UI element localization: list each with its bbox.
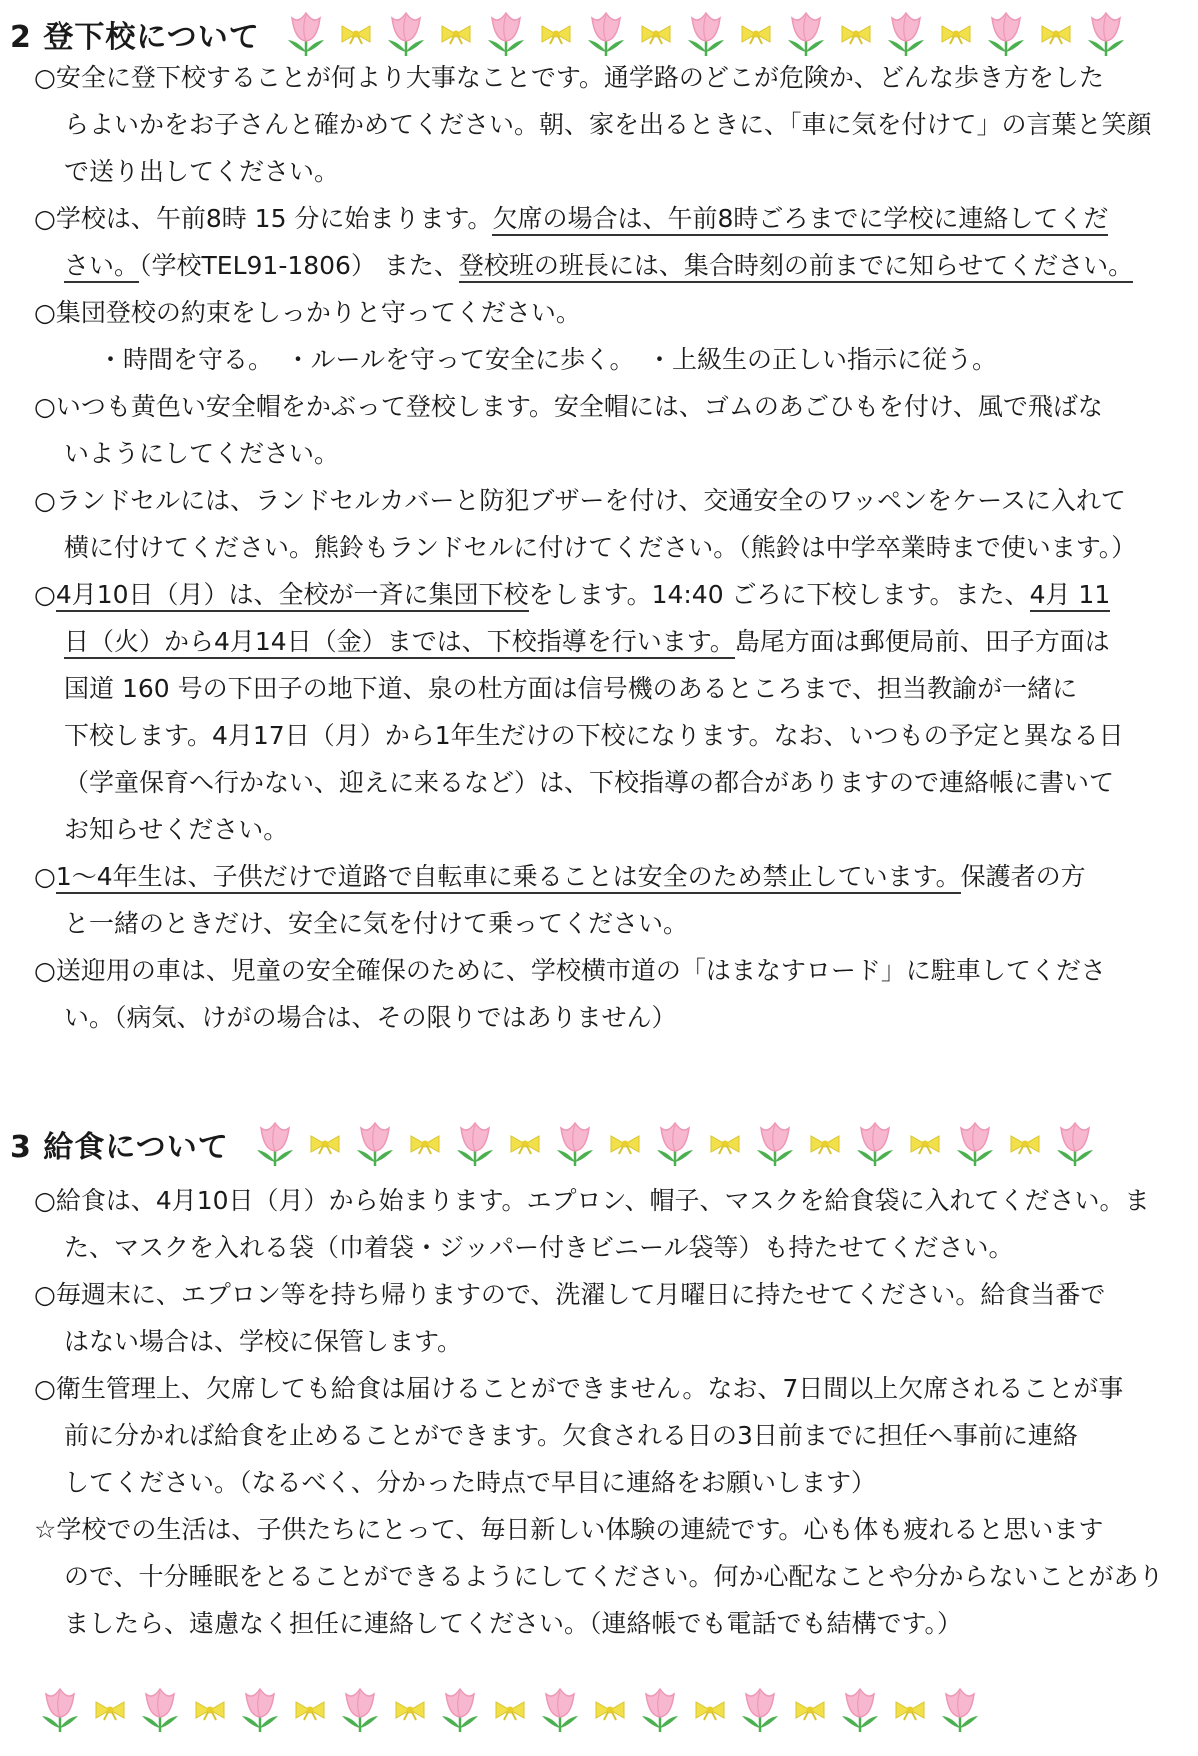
list-item-line: ☆学校での生活は、子供たちにとって、毎日新しい体験の連続です。心も体も疲れると思います [34,1515,1104,1544]
section-2-title: 2 登下校について [10,20,260,55]
list-item-line: ○衛生管理上、欠席しても給食は届けることができません。なお、7日間以上欠席されることが事 [34,1374,1124,1403]
bow-icon [738,22,774,46]
list-item-line: 下校します。4月17日（月）から1年生だけの下校になります。なお、いつもの予定と異なる日 [64,721,1124,750]
tulip-icon [434,1686,486,1734]
tulip-icon [634,1686,686,1734]
tulip-icon [280,10,332,58]
underlined-text: 4月10日（月）は、全校が一斉に集団下校 [56,580,529,612]
tulip-icon [649,1120,701,1168]
list-item-line: 前に分かれば給食を止めることができます。欠食される日の3日前までに担任へ事前に連絡 [64,1421,1078,1450]
bow-icon [592,1698,628,1722]
underlined-text: 登校班の班長には、集合時刻の前までに知らせてください。 [459,251,1133,283]
underlined-text: 1～4年生は、子供だけで道路で自転車に乗ることは安全のため禁止しています。 [56,862,961,894]
list-item-line: らよいかをお子さんと確かめてください。朝、家を出るときに、「車に気を付けて」の言葉と笑顔 [64,110,1152,139]
underlined-text: 日（火）から4月14日（金）までは、下校指導を行います。 [64,627,735,659]
bow-icon [707,1132,743,1156]
tulip-icon [734,1686,786,1734]
list-item-line: （学童保育へ行かない、迎えに来るなど）は、下校指導の都合がありますので連絡帳に書いて [64,768,1115,797]
list-item-line: と一緒のときだけ、安全に気を付けて乗ってください。 [64,909,689,938]
bow-icon [638,22,674,46]
list-item-line: ので、十分睡眠をとることができるようにしてください。何か心配なことや分からないことがあり [64,1562,1164,1591]
tulip-icon [680,10,732,58]
tulip-icon [780,10,832,58]
bow-icon [192,1698,228,1722]
list-item-line: い。（病気、けがの場合は、その限りではありません） [64,1003,677,1032]
tulip-icon [980,10,1032,58]
list-item-line: はない場合は、学校に保管します。 [64,1327,463,1356]
section-3-title: 3 給食について [10,1130,229,1165]
bow-icon [807,1132,843,1156]
tulip-icon [134,1686,186,1734]
tulip-icon [880,10,932,58]
tulip-icon [1049,1120,1101,1168]
tulip-icon [449,1120,501,1168]
bow-icon [938,22,974,46]
tulip-icon [949,1120,1001,1168]
underlined-text: さい。 [64,251,139,283]
bow-icon [392,1698,428,1722]
tulip-icon [934,1686,986,1734]
bow-icon [492,1698,528,1722]
list-item-line: ○送迎用の車は、児童の安全確保のために、学校横市道の「はまなすロード」に駐車してくださ [34,956,1106,985]
tulip-icon [349,1120,401,1168]
list-item-line: さい。（学校TEL91-1806） また、登校班の班長には、集合時刻の前までに知らせてください。 [34,242,1174,289]
list-item-line: してください。（なるべく、分かった時点で早目に連絡をお願いします） [64,1468,877,1497]
list-item-line: いようにしてください。 [64,439,340,468]
section-2-header [10,10,1132,58]
bow-icon [1007,1132,1043,1156]
bow-icon [838,22,874,46]
list-item-line: ましたら、遠慮なく担任に連絡してください。（連絡帳でも電話でも結構です。） [64,1609,963,1638]
bow-icon [407,1132,443,1156]
tulip-icon [249,1120,301,1168]
bow-icon [792,1698,828,1722]
footer-decoration [34,1680,986,1740]
bow-icon [438,22,474,46]
tulip-icon [849,1120,901,1168]
bow-icon [692,1698,728,1722]
tulip-icon [580,10,632,58]
tulip-icon [549,1120,601,1168]
section-3-decoration [249,1120,1101,1168]
bow-icon [892,1698,928,1722]
list-item-line: ○学校は、午前8時 15 分に始まります。欠席の場合は、午前8時ごろまでに学校に連絡してくだ [34,195,1174,242]
tulip-icon [834,1686,886,1734]
list-item-line: お知らせください。 [64,815,289,844]
tulip-icon [234,1686,286,1734]
list-item-line: ○安全に登下校することが何より大事なことです。通学路のどこが危険か、どんな歩き方をした [34,63,1104,92]
list-item-line: ○ランドセルには、ランドセルカバーと防犯ブザーを付け、交通安全のワッペンをケースに入れて [34,486,1126,515]
bow-icon [338,22,374,46]
list-item-line: ○集団登校の約束をしっかりと守ってください。 [34,298,581,327]
list-item-line: 国道 160 号の下田子の地下道、泉の杜方面は信号機のあるところまで、担当教諭が一緒に [64,674,1078,703]
list-item-line: ・時間を守る。 ・ルールを守って安全に歩く。 ・上級生の正しい指示に従う。 [98,345,998,374]
tulip-icon [1080,10,1132,58]
tulip-icon [534,1686,586,1734]
tulip-icon [34,1686,86,1734]
section-3-body [34,1177,1174,1647]
section-2-decoration [280,10,1132,58]
tulip-icon [480,10,532,58]
underlined-text: 4月 11 [1030,580,1111,612]
tulip-icon [380,10,432,58]
underlined-text: 欠席の場合は、午前8時ごろまでに学校に連絡してくだ [492,204,1108,236]
list-item-line: ○いつも黄色い安全帽をかぶって登校します。安全帽には、ゴムのあごひもを付け、風で飛ばな [34,392,1103,421]
list-item-line: ○1～4年生は、子供だけで道路で自転車に乗ることは安全のため禁止しています。保護者の方 [34,853,1174,900]
bow-icon [538,22,574,46]
tulip-icon [334,1686,386,1734]
list-item-line: ○給食は、4月10日（月）から始まります。エプロン、帽子、マスクを給食袋に入れてください。ま [34,1186,1150,1215]
bow-icon [907,1132,943,1156]
bow-icon [292,1698,328,1722]
tulip-icon [749,1120,801,1168]
list-item-line: た、マスクを入れる袋（巾着袋・ジッパー付きビニール袋等）も持たせてください。 [64,1233,1014,1262]
bow-icon [507,1132,543,1156]
section-2-body [34,54,1174,1041]
list-item-line: 横に付けてください。熊鈴もランドセルに付けてください。（熊鈴は中学卒業時まで使います。） [64,533,1137,562]
list-item-line: 日（火）から4月14日（金）までは、下校指導を行います。島尾方面は郵便局前、田子方面は [34,618,1174,665]
section-3-header [10,1120,1101,1168]
bow-icon [607,1132,643,1156]
list-item-line: ○4月10日（月）は、全校が一斉に集団下校をします。14:40 ごろに下校します。また、4月 11 [34,571,1174,618]
bow-icon [1038,22,1074,46]
bow-icon [92,1698,128,1722]
list-item-line: で送り出してください。 [64,157,340,186]
list-item-line: ○毎週末に、エプロン等を持ち帰りますので、洗濯して月曜日に持たせてください。給食当番で [34,1280,1106,1309]
bow-icon [307,1132,343,1156]
